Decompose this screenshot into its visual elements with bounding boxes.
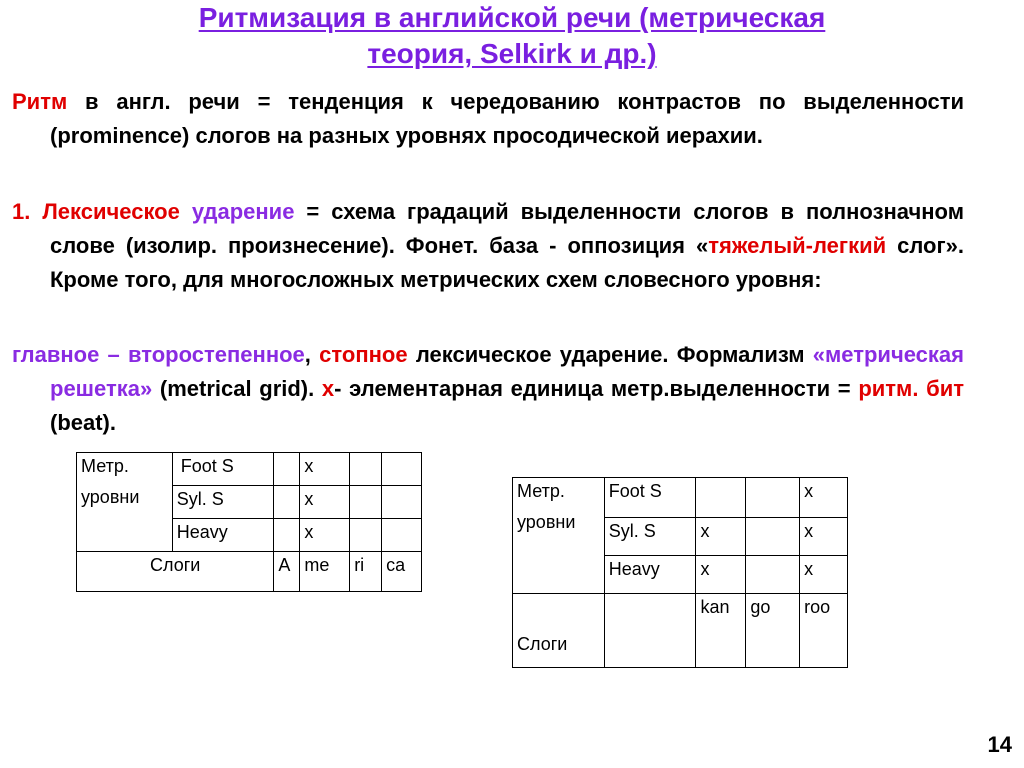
- grid-cell: [746, 478, 800, 518]
- syllable-cell: A: [274, 552, 300, 592]
- grid-cell: [274, 486, 300, 519]
- syllables-label: Слоги: [513, 594, 605, 668]
- grid-cell: [382, 519, 422, 552]
- term-metrical-grid: «метрическая решетка»: [50, 342, 964, 401]
- paragraph-text: слог». Кроме того, для многосложных метрических схем словесного уровня:: [50, 233, 965, 292]
- page-number: 14: [987, 732, 1012, 757]
- header-urovni: уровни: [81, 487, 140, 507]
- term-rhythm: Ритм: [12, 89, 68, 114]
- paragraph-stress-types: [12, 338, 964, 440]
- level-label: Foot S: [604, 478, 696, 518]
- syllable-cell: go: [746, 594, 800, 668]
- paragraph-rhythm-definition: [12, 85, 964, 153]
- header-metr: Метр.: [517, 481, 565, 501]
- syllable-cell: ri: [350, 552, 382, 592]
- term-stress: ударение: [191, 199, 295, 224]
- slide-title: [100, 0, 924, 72]
- paragraph-text: в англ. речи = тенденция к чередованию контрастов по выделенности (prominence) слогов на разных уровнях просодической иерахии.: [50, 89, 964, 148]
- level-label: Foot S: [172, 453, 274, 486]
- syllable-cell: ca: [382, 552, 422, 592]
- table-row: [77, 453, 422, 486]
- grid-cell: x: [300, 519, 350, 552]
- table-row: [513, 478, 848, 518]
- grid-cell: x: [800, 518, 848, 556]
- grid-cell: [350, 453, 382, 486]
- term-rhythm-beat: ритм. бит: [858, 376, 964, 401]
- grid-cell: [350, 519, 382, 552]
- metrical-levels-header: [513, 478, 605, 594]
- grid-cell: [382, 486, 422, 519]
- paragraph-text: - элементарная единица метр.выделенности =: [334, 376, 859, 401]
- empty-cell: [604, 594, 696, 668]
- grid-cell: [350, 486, 382, 519]
- syllable-cell: kan: [696, 594, 746, 668]
- paragraph-text: ,: [304, 342, 320, 367]
- paragraph-lexical-stress: [12, 195, 964, 297]
- grid-cell: [746, 518, 800, 556]
- level-label: Syl. S: [172, 486, 274, 519]
- grid-cell: x: [696, 518, 746, 556]
- table-row: [513, 594, 848, 668]
- item-number: 1.: [12, 199, 43, 224]
- grid-cell: x: [300, 486, 350, 519]
- grid-cell: x: [800, 556, 848, 594]
- grid-cell: [746, 556, 800, 594]
- paragraph-text: лексическое ударение. Формализм: [407, 342, 813, 367]
- syllable-cell: me: [300, 552, 350, 592]
- paragraph-text: = схема градаций выделенности слогов в полнозначном слове (изолир. произнесение). Фонет. база - оппозиция «: [50, 199, 964, 258]
- level-label: Syl. S: [604, 518, 696, 556]
- metrical-grid-table-america: [76, 452, 422, 592]
- table-row: [77, 552, 422, 592]
- term-x: x: [321, 376, 335, 401]
- term-heavy-light: тяжелый-легкий: [708, 233, 887, 258]
- paragraph-text: (metrical grid).: [152, 376, 322, 401]
- title-line-1: Ритмизация в английской речи (метрическая: [198, 2, 826, 33]
- grid-cell: x: [300, 453, 350, 486]
- level-label: Heavy: [604, 556, 696, 594]
- syllables-label: Слоги: [77, 552, 274, 592]
- syllable-cell: roo: [800, 594, 848, 668]
- grid-cell: x: [800, 478, 848, 518]
- grid-cell: x: [696, 556, 746, 594]
- header-urovni: уровни: [517, 512, 576, 532]
- term-foot: стопное: [319, 342, 408, 367]
- level-label: Heavy: [172, 519, 274, 552]
- term-primary-secondary: главное – второстепенное: [12, 342, 305, 367]
- grid-cell: [274, 453, 300, 486]
- grid-cell: [274, 519, 300, 552]
- paragraph-text: (beat).: [50, 410, 116, 435]
- grid-cell: [696, 478, 746, 518]
- metrical-levels-header: [77, 453, 173, 552]
- metrical-grid-table-kangaroo: [512, 477, 848, 668]
- title-line-2: теория, Selkirk и др.): [367, 38, 657, 69]
- term-lexical: Лексическое: [42, 199, 180, 224]
- header-metr: Метр.: [81, 456, 129, 476]
- grid-cell: [382, 453, 422, 486]
